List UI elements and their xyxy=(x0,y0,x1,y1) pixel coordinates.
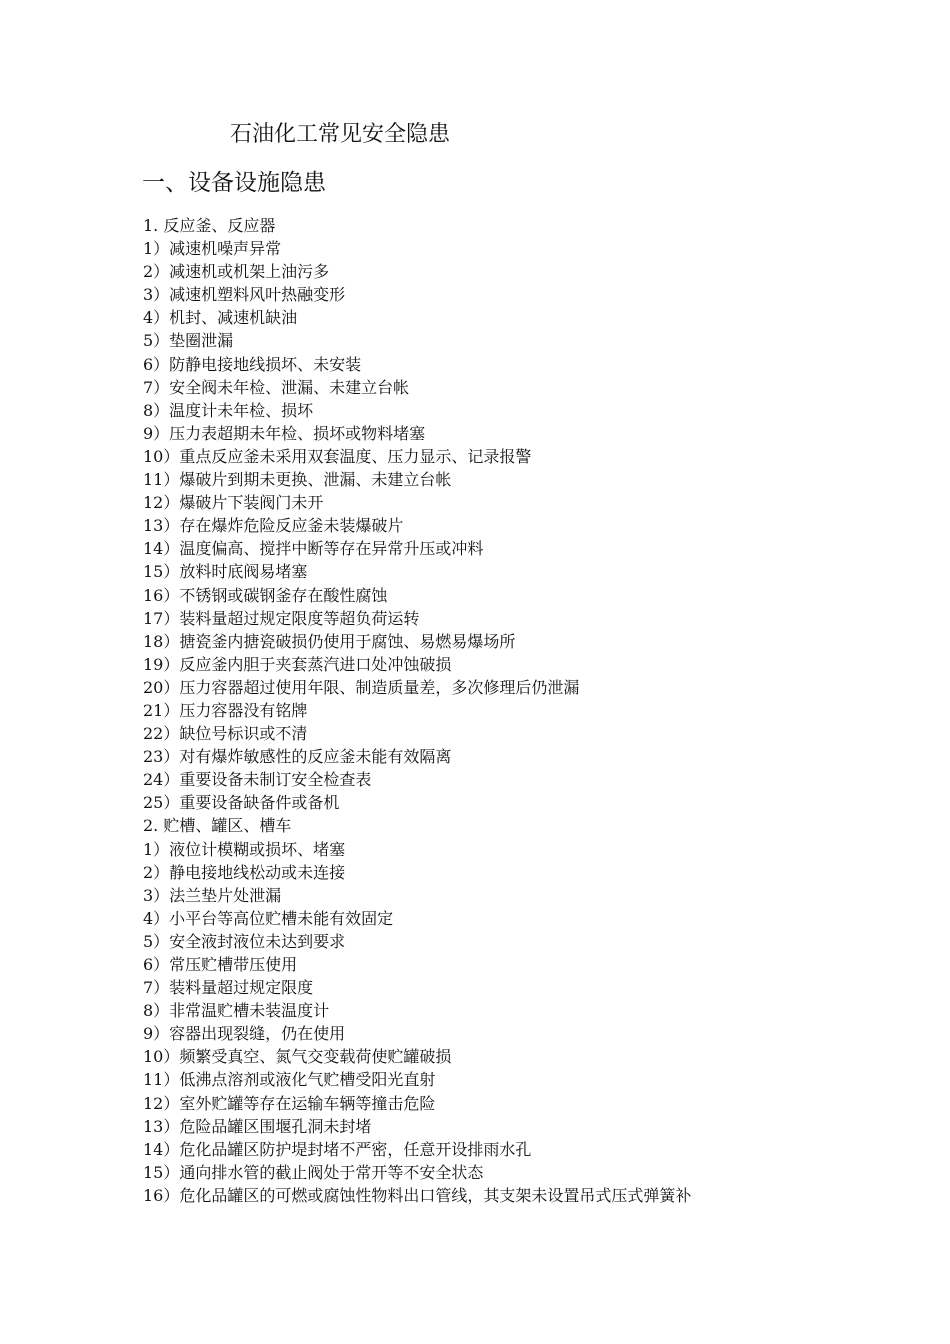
document-title: 石油化工常见安全隐患 xyxy=(230,122,451,147)
list-item: 2）静电接地线松动或未连接 xyxy=(143,862,346,882)
list-item: 3）法兰垫片处泄漏 xyxy=(143,885,282,905)
list-item: 21）压力容器没有铭牌 xyxy=(143,700,308,720)
list-item: 18）搪瓷釜内搪瓷破损仍使用于腐蚀、易燃易爆场所 xyxy=(143,631,516,651)
section-heading: 一、设备设施隐患 xyxy=(142,170,326,196)
list-item: 10）频繁受真空、氮气交变载荷使贮罐破损 xyxy=(143,1047,452,1067)
list-item: 22）缺位号标识或不清 xyxy=(143,724,308,744)
list-item: 9）容器出现裂缝，仍在使用 xyxy=(143,1024,346,1044)
list-item: 6）常压贮槽带压使用 xyxy=(143,955,298,974)
list-item: 11）爆破片到期未更换、泄漏、未建立台帐 xyxy=(143,470,452,490)
list-item: 20）压力容器超过使用年限、制造质量差，多次修理后仍泄漏 xyxy=(143,677,580,697)
list-item: 12）室外贮罐等存在运输车辆等撞击危险 xyxy=(143,1093,436,1113)
list-item: 16）不锈钢或碳钢釜存在酸性腐蚀 xyxy=(143,585,388,605)
list-item: 13）存在爆炸危险反应釜未装爆破片 xyxy=(143,516,404,536)
list-item: 3）减速机塑料风叶热融变形 xyxy=(143,285,346,305)
list-item: 11）低沸点溶剂或液化气贮槽受阳光直射 xyxy=(143,1070,436,1090)
list-item: 1）液位计模糊或损坏、堵塞 xyxy=(143,839,346,859)
list-item: 16）危化品罐区的可燃或腐蚀性物料出口管线，其支架未设置吊式压式弹簧补 xyxy=(143,1185,692,1205)
list-item: 2）减速机或机架上油污多 xyxy=(143,262,330,282)
list-item: 17）装料量超过规定限度等超负荷运转 xyxy=(143,608,420,628)
group-heading-tanks: 2. 贮槽、罐区、槽车 xyxy=(143,816,292,836)
list-item: 13）危险品罐区围堰孔洞未封堵 xyxy=(143,1116,372,1136)
list-item: 15）放料时底阀易堵塞 xyxy=(143,562,308,582)
list-item: 5）垫圈泄漏 xyxy=(143,331,234,351)
list-item: 10）重点反应釜未采用双套温度、压力显示、记录报警 xyxy=(143,446,532,466)
list-item: 12）爆破片下装阀门未开 xyxy=(143,493,324,513)
list-item: 7）安全阀未年检、泄漏、未建立台帐 xyxy=(143,377,410,397)
list-item: 8）温度计未年检、损坏 xyxy=(143,400,314,420)
list-item: 5）安全液封液位未达到要求 xyxy=(143,931,346,951)
list-item: 23）对有爆炸敏感性的反应釜未能有效隔离 xyxy=(143,747,452,767)
list-item: 15）通向排水管的截止阀处于常开等不安全状态 xyxy=(143,1162,484,1182)
list-item: 4）机封、减速机缺油 xyxy=(143,308,298,328)
list-item: 4）小平台等高位贮槽未能有效固定 xyxy=(143,908,394,928)
list-item: 25）重要设备缺备件或备机 xyxy=(143,793,340,813)
list-item: 14）温度偏高、搅拌中断等存在异常升压或冲料 xyxy=(143,539,484,559)
list-item: 6）防静电接地线损坏、未安装 xyxy=(143,354,362,374)
document-body xyxy=(143,214,903,1207)
group-heading-reactors: 1. 反应釜、反应器 xyxy=(143,216,276,235)
list-item: 1）减速机噪声异常 xyxy=(143,239,282,259)
list-item: 9）压力表超期未年检、损坏或物料堵塞 xyxy=(143,423,426,443)
list-item: 14）危化品罐区防护堤封堵不严密，任意开设排雨水孔 xyxy=(143,1139,532,1159)
list-item: 8）非常温贮槽未装温度计 xyxy=(143,1001,330,1021)
list-item: 19）反应釜内胆于夹套蒸汽进口处冲蚀破损 xyxy=(143,654,452,674)
list-item: 7）装料量超过规定限度 xyxy=(143,978,314,998)
list-item: 24）重要设备未制订安全检查表 xyxy=(143,770,372,790)
